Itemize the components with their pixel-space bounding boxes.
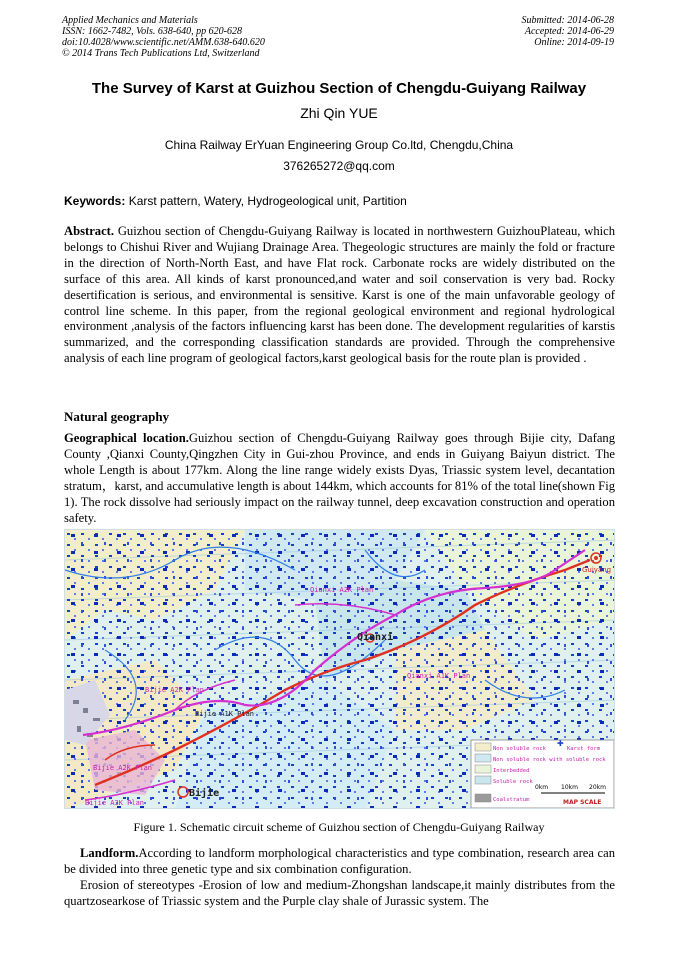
journal-doi: doi:10.4028/www.scientific.net/AMM.638-640.620 (62, 37, 265, 48)
legend-non-soluble: Non soluble rock (493, 746, 546, 752)
railway-map-figure (64, 529, 615, 809)
map-legend (471, 739, 614, 808)
scale-20: 20km (589, 784, 606, 791)
figure-caption: Figure 1. Schematic circuit scheme of Guizhou section of Chengdu-Guiyang Railway (133, 820, 545, 834)
label-bijie-a2k-low: Bijie A2K Plan (93, 764, 153, 772)
author-name: Zhi Qin YUE (300, 105, 378, 121)
journal-header (62, 15, 265, 59)
legend-soluble: Soluble rock (493, 779, 533, 785)
landform-paragraph (64, 846, 615, 878)
legend-interbedded: Interbedded (493, 768, 530, 774)
erosion-paragraph (64, 878, 615, 910)
legend-swatch-soluble (475, 776, 491, 784)
scale-0: 0km (535, 784, 549, 791)
abstract-paragraph (64, 224, 615, 367)
author-affiliation: China Railway ErYuan Engineering Group Co.ltd, Chengdu,China (164, 138, 514, 152)
label-qianxi-a1k: Qianxi A1K Plan (407, 672, 471, 680)
label-qianxi-a2k: Qianxi A2K Plan (310, 586, 374, 594)
keywords-text: Karst pattern, Watery, Hydrogeological unit, Partition (125, 194, 407, 208)
legend-karst-form: Karst form (567, 746, 601, 752)
erosion-text: Erosion of stereotypes -Erosion of low and medium-Zhongshan landscape,it mainly distributes from the quartzosearkose of Triassic system and the Purple clay shale of Jurassic system. The (64, 878, 615, 908)
section-heading: Natural geography (64, 409, 170, 424)
legend-coalstratum: Coalstratum (493, 797, 530, 803)
landform-label: Landform. (80, 846, 139, 860)
accepted-date: Accepted: 2014-06-29 (524, 26, 614, 37)
label-bijie-a1k: Bijie A1K Plan (195, 710, 255, 718)
geo-text: Guizhou section of Chengdu-Guiyang Railway goes through Bijie city, Dafang County ,Qianxi County,Qingzhen City in Gui-zhou Province, and ends in Guiyang Baiyun district. The whole Length is about 177km. Along the line range widely exists Dyas, Triassic system level, decantation stratum，karst, and accumulative length is about 144km, which accounts for 81% of the total line(shown Fig 1). The rock dissolve had seriously impact on the railway tunnel, deep excavation construction and operation safety. (64, 431, 616, 525)
legend-swatch-non-soluble (475, 743, 491, 751)
legend-swatch-interbedded (475, 765, 491, 773)
legend-non-soluble-with: Non soluble rock with soluble rock (493, 757, 606, 763)
submission-dates (522, 15, 615, 48)
scale-10: 10km (561, 784, 578, 791)
geo-label: Geographical location. (64, 431, 189, 445)
label-guiyang: Guiyang (582, 566, 612, 574)
landform-text: According to landform morphological characteristics and type combination, research area can be divided into three genetic type and six combination configuration. (64, 846, 615, 876)
abstract-label: Abstract. (64, 224, 115, 238)
paper-title: The Survey of Karst at Guizhou Section of Chengdu-Guiyang Railway (91, 80, 587, 97)
legend-swatch-coal (475, 794, 491, 802)
keywords-label: Keywords: (64, 194, 126, 208)
journal-issn: ISSN: 1662-7482, Vols. 638-640, pp 620-628 (62, 26, 242, 37)
online-date: Online: 2014-09-19 (534, 37, 614, 48)
label-qianxi: Qianxi (357, 632, 394, 643)
author-email[interactable]: 376265272@qq.com (283, 159, 395, 173)
submitted-date: Submitted: 2014-06-28 (521, 15, 614, 26)
map-scale-label: MAP SCALE (563, 799, 602, 806)
label-bijie: Bijie (189, 788, 220, 799)
abstract-text: Guizhou section of Chengdu-Guiyang Railway is located in northwestern GuizhouPlateau, which belongs to Chishui River and Wujiang Drainage Area. Thegeologic structures are mainly the fold or fracture in the direction of North-North East, and have Flat rock. Carbonate rocks are widely distributed on the surface of this area. All kinds of karst pronounced,and water and soil conservation is very bad. Rocky desertification is serious, and environmental is sensitive. Karst is one of the main unfavorable geology of control line scheme. In this paper, from the regional geological environment and regional hydrological environment ,analysis of the factors influencing karst has been done. The development regularities of karstis summarized, and the corresponding classification standards are provided. Through the comprehensive analysis of each line program of geological factors,karst geological basis for the route plan is provided . (64, 224, 615, 366)
keywords (64, 194, 616, 208)
journal-copyright: © 2014 Trans Tech Publications Ltd, Switzerland (62, 48, 260, 59)
geographical-location-paragraph (64, 431, 615, 526)
label-bijie-a2k: Bijie A2K Plan (145, 686, 205, 694)
legend-swatch-non-soluble-with (475, 754, 491, 762)
railway-map (65, 530, 615, 809)
karst-form-icon: ✚ (557, 739, 564, 748)
label-bijie-a3k: Bijie A3K Plan (85, 799, 145, 807)
journal-name: Applied Mechanics and Materials (62, 15, 198, 26)
